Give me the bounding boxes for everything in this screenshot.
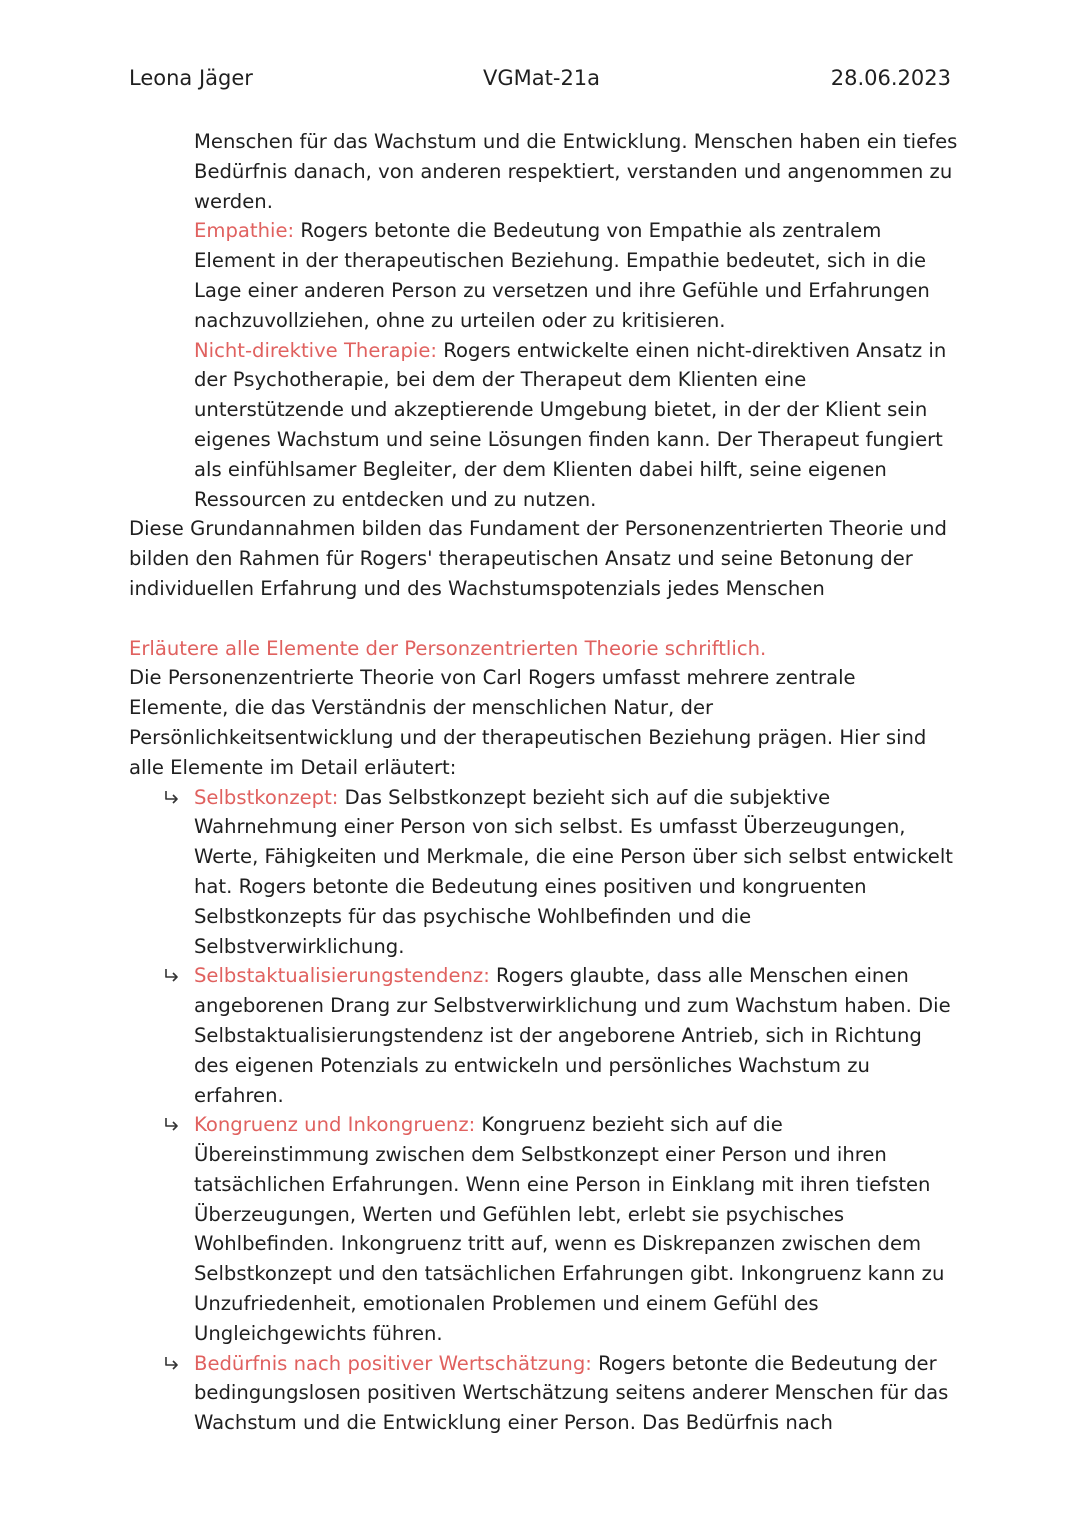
list-item	[129, 783, 959, 962]
task-heading: Erläutere alle Elemente der Personzentrierten Theorie schriftlich.	[129, 636, 767, 660]
intro-text: Die Personenzentrierte Theorie von Carl Rogers umfasst mehrere zentrale Elemente, die das Verständnis der menschlichen Natur, der Persönlichkeitsentwicklung und der therapeutischen Beziehung prägen. Hier sind alle Elemente im Detail erläutert:	[129, 666, 927, 779]
element-text: Kongruenz bezieht sich auf die Übereinstimmung zwischen dem Selbstkonzept einer Person und ihren tatsächlichen Erfahrungen. Wenn eine Person in Einklang mit ihren tiefsten Überzeugungen, Werten und Gefühlen lebt, erlebt sie psychisches Wohlbefinden. Inkongruenz tritt auf, wenn es Diskrepanzen zwischen dem Selbstkonzept und den tatsächlichen Erfahrungen gibt. Inkongruenz kann zu Unzufriedenheit, emotionalen Problemen und einem Gefühl des Ungleichgewichts führen.	[194, 1113, 945, 1345]
continuation-text: Menschen für das Wachstum und die Entwicklung. Menschen haben ein tiefes Bedürfnis danach, von anderen respektiert, verstanden und angenommen zu werden.	[194, 130, 958, 213]
arrow-bullet-icon	[163, 1116, 181, 1134]
summary-paragraph	[129, 514, 959, 603]
element-term: Selbstaktualisierungstendenz:	[194, 964, 490, 988]
intro-paragraph	[129, 663, 959, 782]
list-item	[129, 1110, 959, 1348]
page-header	[129, 62, 951, 94]
nicht-direktive-term: Nicht-direktive Therapie:	[194, 338, 437, 362]
continuation-paragraph	[129, 127, 959, 216]
nicht-direktive-paragraph	[129, 336, 959, 515]
nicht-direktive-text: Rogers entwickelte einen nicht-direktiven Ansatz in der Psychotherapie, bei dem der Therapeut dem Klienten eine unterstützende und akzeptierende Umgebung bietet, in der der Klient sein eigenes Wachstum und seine Lösungen finden kann. Der Therapeut fungiert als einfühlsamer Begleiter, der dem Klienten dabei hilft, seine eigenen Ressourcen zu entdecken und zu nutzen.	[194, 338, 947, 511]
list-item	[129, 961, 959, 1110]
class-name: VGMat-21a	[483, 66, 601, 90]
arrow-bullet-icon	[163, 789, 181, 807]
empathie-text: Rogers betonte die Bedeutung von Empathie als zentralem Element in der therapeutischen Beziehung. Empathie bedeutet, sich in die Lage einer anderen Person zu versetzen und ihre Gefühle und Erfahrungen nachzuvollziehen, ohne zu urteilen oder zu kritisieren.	[194, 219, 930, 332]
arrow-bullet-icon	[163, 967, 181, 985]
empathie-term: Empathie:	[194, 219, 295, 243]
list-item	[129, 1349, 959, 1438]
arrow-bullet-icon	[163, 1355, 181, 1373]
element-term: Selbstkonzept:	[194, 785, 339, 809]
document-body	[129, 127, 959, 1438]
author-name: Leona Jäger	[129, 66, 253, 90]
document-date: 28.06.2023	[830, 66, 951, 90]
summary-text: Diese Grundannahmen bilden das Fundament der Personenzentrierten Theorie und bilden den Rahmen für Rogers' therapeutischen Ansatz und seine Betonung der individuellen Erfahrung und des Wachstumspotenzials jedes Menschen	[129, 517, 947, 600]
element-text: Das Selbstkonzept bezieht sich auf die subjektive Wahrnehmung einer Person von sich selbst. Es umfasst Überzeugungen, Werte, Fähigkeiten und Merkmale, die eine Person über sich selbst entwickelt hat. Rogers betonte die Bedeutung eines positiven und kongruenten Selbstkonzepts für das psychische Wohlbefinden und die Selbstverwirklichung.	[194, 785, 953, 958]
empathie-paragraph	[129, 216, 959, 335]
element-text: Rogers betonte die Bedeutung der bedingungslosen positiven Wertschätzung seitens anderer Menschen für das Wachstum und die Entwicklung einer Person. Das Bedürfnis nach	[194, 1351, 949, 1435]
paragraph-spacer	[129, 604, 959, 634]
element-text: Rogers glaubte, dass alle Menschen einen angeborenen Drang zur Selbstverwirklichung und zum Wachstum haben. Die Selbstaktualisierungstendenz ist der angeborene Antrieb, sich in Richtung des eigenen Potenzials zu entwickeln und persönliches Wachstum zu erfahren.	[194, 964, 951, 1107]
element-term: Bedürfnis nach positiver Wertschätzung:	[194, 1351, 592, 1375]
element-term: Kongruenz und Inkongruenz:	[194, 1113, 476, 1137]
